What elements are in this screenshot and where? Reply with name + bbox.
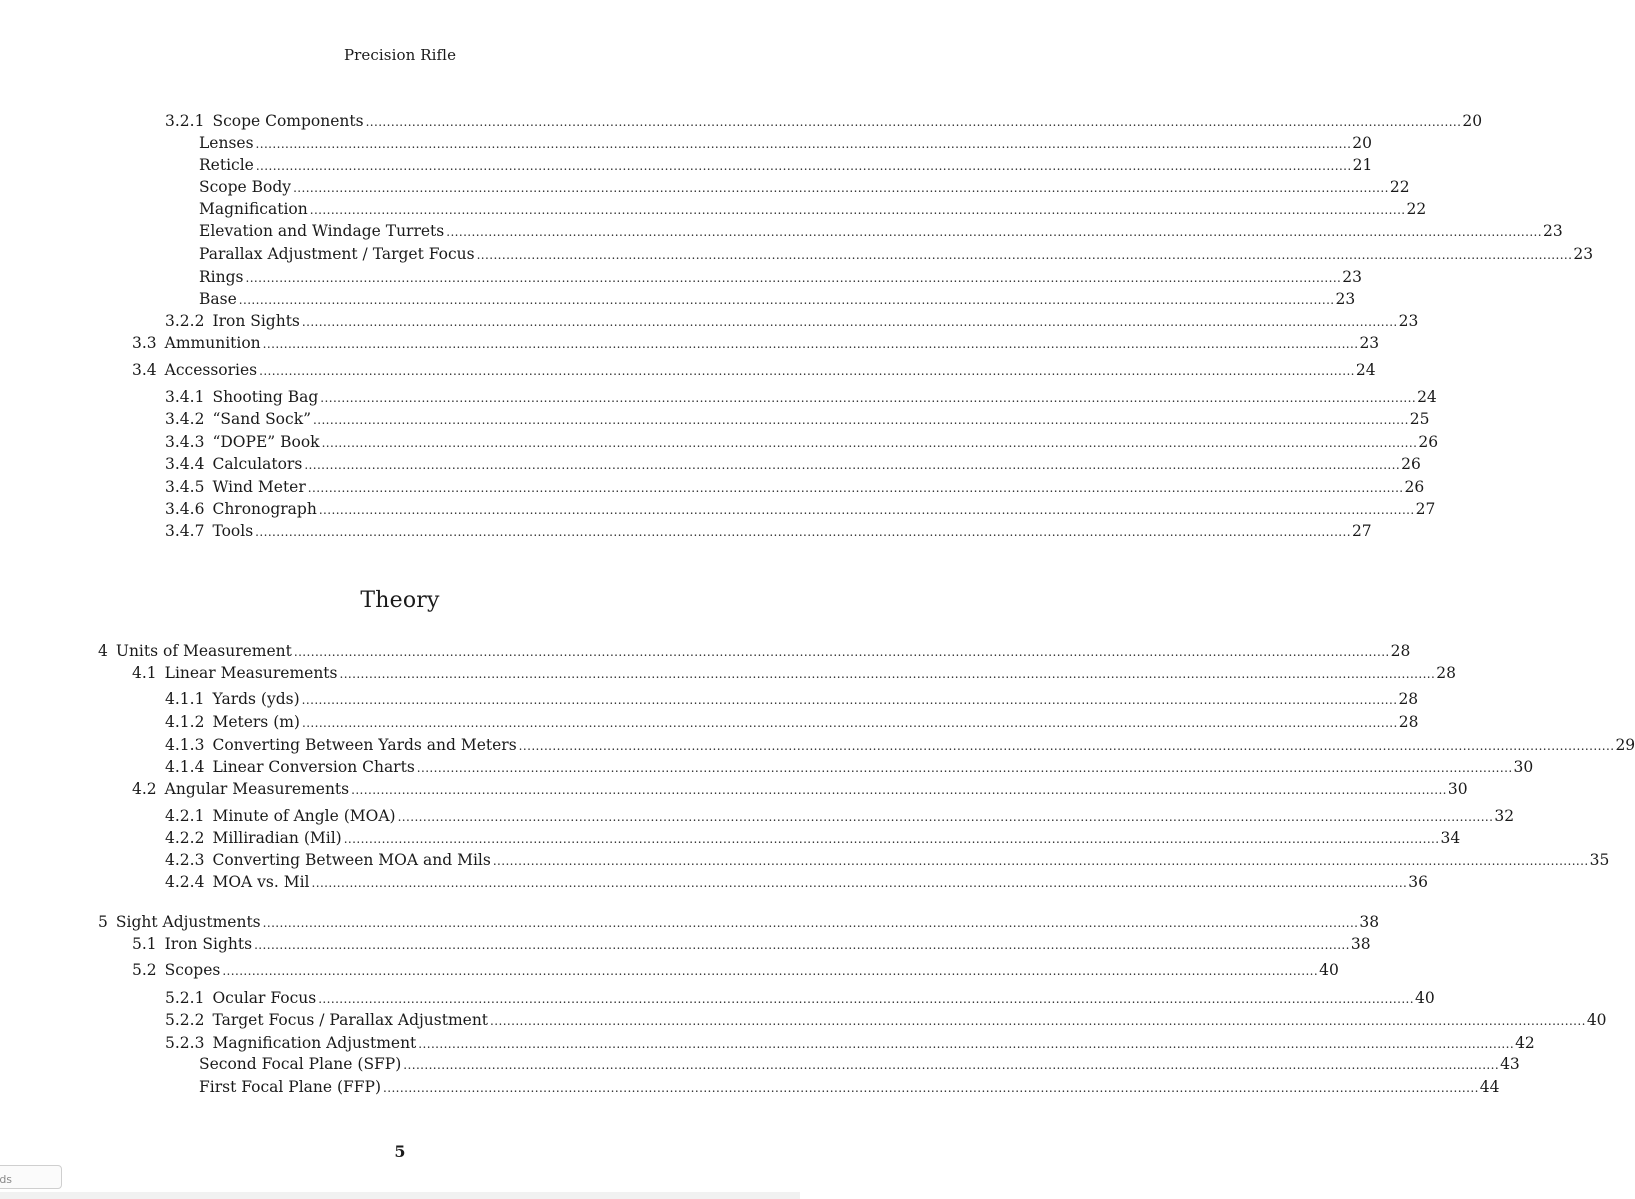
toc-entry[interactable] xyxy=(165,386,1437,408)
toc-entry[interactable] xyxy=(199,154,1373,176)
toc-entry-title: Parallax Adjustment / Target Focus xyxy=(199,245,475,263)
toc-entry-title: First Focal Plane (FFP) xyxy=(199,1078,382,1096)
toc-entry-page: 27 xyxy=(1351,522,1372,540)
toc-entry[interactable] xyxy=(199,288,1356,310)
toc-leader-dots: .................................................................................................................................................................................................................................................................... xyxy=(339,667,1436,681)
toc-leader-dots: .................................................................................................................................................................................................................................................................... xyxy=(293,645,1390,659)
toc-leader-dots: .................................................................................................................................................................................................................................................................... xyxy=(343,832,1440,846)
toc-entry-number: 4.1.4 xyxy=(165,758,205,776)
toc-entry-page: 22 xyxy=(1406,200,1427,218)
toc-entry-title: Second Focal Plane (SFP) xyxy=(199,1055,402,1073)
toc-entry-page: 38 xyxy=(1359,913,1380,931)
toc-entry-page: 32 xyxy=(1494,807,1515,825)
toc-entry-number: 4.1.1 xyxy=(165,690,205,708)
toc-entry-title: Wind Meter xyxy=(212,478,306,496)
toc-entry[interactable] xyxy=(132,662,1456,684)
toc-entry-number: 5.2.2 xyxy=(165,1011,205,1029)
toc-entry-number: 5.1 xyxy=(132,935,157,953)
toc-entry-title: “Sand Sock” xyxy=(212,410,312,428)
toc-entry[interactable] xyxy=(165,453,1421,475)
toc-entry-title: Iron Sights xyxy=(212,312,300,330)
toc-entry[interactable] xyxy=(132,933,1371,955)
toc-entry-title: Accessories xyxy=(164,361,258,379)
toc-entry-title: Linear Conversion Charts xyxy=(212,758,415,776)
toc-entry[interactable] xyxy=(165,431,1439,453)
toc-entry-page: 34 xyxy=(1440,829,1461,847)
toc-entry-number: 3.4.4 xyxy=(165,455,205,473)
toc-entry[interactable] xyxy=(199,176,1410,198)
toc-entry-title: Base xyxy=(199,290,237,308)
toc-entry[interactable] xyxy=(165,476,1425,498)
toc-entry-page: 25 xyxy=(1409,410,1430,428)
toc-entry-number: 5.2.1 xyxy=(165,989,205,1007)
toc-entry[interactable] xyxy=(165,1009,1607,1031)
toc-entry-title: Converting Between MOA and Mils xyxy=(212,851,491,869)
toc-leader-dots: .................................................................................................................................................................................................................................................................... xyxy=(318,503,1415,517)
toc-entry-number: 3.4.3 xyxy=(165,433,205,451)
toc-entry-number: 3.4.1 xyxy=(165,388,205,406)
toc-entry[interactable] xyxy=(165,871,1429,893)
toc-entry[interactable] xyxy=(165,520,1372,542)
toc-entry[interactable] xyxy=(199,198,1427,220)
page-number: 5 xyxy=(394,1142,406,1161)
toc-entry-title: Scope Components xyxy=(212,112,364,130)
toc-entry-number: 4.2.1 xyxy=(165,807,205,825)
toc-entry[interactable] xyxy=(199,243,1594,265)
toc-entry-title: Reticle xyxy=(199,156,254,174)
toc-entry[interactable] xyxy=(98,640,1411,662)
toc-entry-title: Iron Sights xyxy=(164,935,253,953)
toc-entry-page: 26 xyxy=(1401,455,1421,473)
toc-leader-dots: .................................................................................................................................................................................................................................................................... xyxy=(518,739,1615,753)
toc-entry-page: 21 xyxy=(1352,156,1373,174)
toc-entry-title: Target Focus / Parallax Adjustment xyxy=(212,1011,489,1029)
toc-entry-title: Meters (m) xyxy=(212,713,300,731)
toc-entry-page: 23 xyxy=(1335,290,1356,308)
toc-leader-dots: .................................................................................................................................................................................................................................................................... xyxy=(309,203,1406,217)
toc-entry-title: Ocular Focus xyxy=(212,989,317,1007)
toc-entry[interactable] xyxy=(132,359,1376,381)
toc-leader-dots: .................................................................................................................................................................................................................................................................... xyxy=(293,181,1389,195)
toc-entry[interactable] xyxy=(165,756,1534,778)
toc-entry[interactable] xyxy=(165,711,1419,733)
toc-entry-title: Minute of Angle (MOA) xyxy=(212,807,396,825)
toc-entry-title: Rings xyxy=(199,268,244,286)
toc-leader-dots: .................................................................................................................................................................................................................................................................... xyxy=(262,916,1359,930)
toc-entry-page: 26 xyxy=(1418,433,1439,451)
page-header: Precision Rifle xyxy=(343,46,457,64)
toc-entry-title: Shooting Bag xyxy=(212,388,319,406)
toc-entry[interactable] xyxy=(132,778,1468,800)
toc-leader-dots: .................................................................................................................................................................................................................................................................... xyxy=(301,315,1398,329)
toc-entry[interactable] xyxy=(165,498,1436,520)
toc-entry[interactable] xyxy=(165,827,1461,849)
toc-entry-title: Converting Between Yards and Meters xyxy=(212,736,517,754)
toc-leader-dots: .................................................................................................................................................................................................................................................................... xyxy=(383,1081,1479,1095)
toc-entry-page: 20 xyxy=(1352,134,1373,152)
toc-entry-number: 3.3 xyxy=(132,334,157,352)
toc-entry-number: 3.4.6 xyxy=(165,500,205,518)
toc-entry-title: Tools xyxy=(212,522,254,540)
toc-leader-dots: .................................................................................................................................................................................................................................................................... xyxy=(304,458,1401,472)
toc-entry-page: 23 xyxy=(1342,268,1362,286)
toc-entry-page: 44 xyxy=(1479,1078,1500,1096)
toc-entry-page: 30 xyxy=(1447,780,1468,798)
toc-entry-number: 4.1.2 xyxy=(165,713,205,731)
toc-leader-dots: .................................................................................................................................................................................................................................................................... xyxy=(222,964,1319,978)
toc-entry-page: 29 xyxy=(1615,736,1635,754)
toc-entry-page: 23 xyxy=(1359,334,1380,352)
toc-entry-page: 28 xyxy=(1390,642,1411,660)
toc-entry[interactable] xyxy=(165,110,1483,132)
toc-leader-dots: .................................................................................................................................................................................................................................................................... xyxy=(255,137,1352,151)
toc-leader-dots: .................................................................................................................................................................................................................................................................... xyxy=(318,992,1414,1006)
bottom-strip xyxy=(0,1192,800,1199)
toc-entry-page: 20 xyxy=(1462,112,1483,130)
toc-entry[interactable] xyxy=(199,132,1373,154)
toc-leader-dots: .................................................................................................................................................................................................................................................................... xyxy=(320,391,1417,405)
toc-entry-title: Units of Measurement xyxy=(115,642,292,660)
toc-entry-title: Calculators xyxy=(212,455,303,473)
toc-entry-page: 36 xyxy=(1408,873,1429,891)
toc-leader-dots: .................................................................................................................................................................................................................................................................... xyxy=(311,876,1408,890)
toc-entry-number: 4.2 xyxy=(132,780,157,798)
toc-entry-page: 23 xyxy=(1543,222,1563,240)
toc-entry-number: 5.2.3 xyxy=(165,1034,205,1052)
toc-leader-dots: .................................................................................................................................................................................................................................................................... xyxy=(321,436,1418,450)
toc-entry-title: Ammunition xyxy=(164,334,261,352)
toc-entry-title: Angular Measurements xyxy=(164,780,350,798)
toc-entry-number: 4.2.4 xyxy=(165,873,205,891)
toc-entry-title: Magnification xyxy=(199,200,308,218)
toc-leader-dots: .................................................................................................................................................................................................................................................................... xyxy=(255,525,1351,539)
toc-entry[interactable] xyxy=(165,805,1515,827)
toc-entry-title: Magnification Adjustment xyxy=(212,1034,417,1052)
toc-entry-page: 26 xyxy=(1404,478,1425,496)
toc-entry-page: 40 xyxy=(1414,989,1435,1007)
toc-leader-dots: .................................................................................................................................................................................................................................................................... xyxy=(255,159,1352,173)
toc-entry-page: 43 xyxy=(1500,1055,1520,1073)
toc-entry-page: 24 xyxy=(1417,388,1437,406)
toc-leader-dots: .................................................................................................................................................................................................................................................................... xyxy=(238,293,1335,307)
toc-entry-title: Milliradian (Mil) xyxy=(212,829,342,847)
toc-entry-title: Yards (yds) xyxy=(212,690,300,708)
toc-leader-dots: .................................................................................................................................................................................................................................................................... xyxy=(301,716,1398,730)
toc-entry-number: 4.2.2 xyxy=(165,829,205,847)
toc-entry-page: 35 xyxy=(1589,851,1610,869)
toc-entry-number: 3.2.1 xyxy=(165,112,205,130)
section-heading: Theory xyxy=(360,588,440,613)
toc-entry-title: Sight Adjustments xyxy=(115,913,261,931)
toc-entry-number: 5 xyxy=(98,913,108,931)
toc-entry-title: “DOPE” Book xyxy=(212,433,320,451)
toc-entry[interactable] xyxy=(165,310,1419,332)
toc-entry[interactable] xyxy=(199,1076,1500,1098)
toc-leader-dots: .................................................................................................................................................................................................................................................................... xyxy=(403,1058,1500,1072)
toc-leader-dots: .................................................................................................................................................................................................................................................................... xyxy=(418,1037,1515,1051)
toc-entry-page: 40 xyxy=(1319,961,1339,979)
toc-entry-title: MOA vs. Mil xyxy=(212,873,310,891)
toc-entry[interactable] xyxy=(165,849,1610,871)
toc-entry-number: 3.4 xyxy=(132,361,157,379)
toc-entry-page: 22 xyxy=(1389,178,1410,196)
toc-leader-dots: .................................................................................................................................................................................................................................................................... xyxy=(446,225,1542,239)
toc-leader-dots: .................................................................................................................................................................................................................................................................... xyxy=(301,693,1398,707)
toc-entry[interactable] xyxy=(132,332,1380,354)
toc-entry[interactable] xyxy=(165,734,1635,756)
toc-entry[interactable] xyxy=(199,220,1563,242)
toc-entry-number: 4.2.3 xyxy=(165,851,205,869)
toc-entry-title: Scope Body xyxy=(199,178,292,196)
toc-entry-page: 28 xyxy=(1398,713,1419,731)
toc-entry[interactable] xyxy=(132,959,1339,981)
toc-entry[interactable] xyxy=(165,688,1419,710)
toc-entry-title: Linear Measurements xyxy=(164,664,338,682)
toc-entry-page: 42 xyxy=(1515,1034,1535,1052)
toc-leader-dots: .................................................................................................................................................................................................................................................................... xyxy=(307,481,1404,495)
toc-entry-title: Scopes xyxy=(164,961,221,979)
toc-entry[interactable] xyxy=(165,408,1430,430)
toc-entry-page: 27 xyxy=(1415,500,1436,518)
toc-entry-number: 4 xyxy=(98,642,108,660)
toc-entry-number: 3.4.7 xyxy=(165,522,205,540)
toc-leader-dots: .................................................................................................................................................................................................................................................................... xyxy=(416,761,1513,775)
toc-entry[interactable] xyxy=(165,1032,1535,1054)
toc-leader-dots: .................................................................................................................................................................................................................................................................... xyxy=(476,248,1573,262)
toc-leader-dots: .................................................................................................................................................................................................................................................................... xyxy=(259,364,1355,378)
toc-entry-title: Lenses xyxy=(199,134,254,152)
toc-entry[interactable] xyxy=(98,911,1380,933)
toc-leader-dots: .................................................................................................................................................................................................................................................................... xyxy=(492,854,1589,868)
toc-entry-number: 3.4.2 xyxy=(165,410,205,428)
toc-entry[interactable] xyxy=(199,1053,1520,1075)
toc-leader-dots: .................................................................................................................................................................................................................................................................... xyxy=(365,115,1462,129)
toc-entry-number: 4.1.3 xyxy=(165,736,205,754)
toc-entry-page: 38 xyxy=(1350,935,1371,953)
toc-leader-dots: .................................................................................................................................................................................................................................................................... xyxy=(254,938,1350,952)
toc-leader-dots: .................................................................................................................................................................................................................................................................... xyxy=(351,783,1447,797)
toc-entry-number: 5.2 xyxy=(132,961,157,979)
toc-leader-dots: .................................................................................................................................................................................................................................................................... xyxy=(245,271,1342,285)
toc-leader-dots: .................................................................................................................................................................................................................................................................... xyxy=(262,337,1359,351)
toc-entry-page: 23 xyxy=(1573,245,1594,263)
toc-entry-page: 24 xyxy=(1355,361,1376,379)
toc-entry-number: 3.2.2 xyxy=(165,312,205,330)
toc-entry-page: 40 xyxy=(1586,1011,1607,1029)
toc-entry-number: 4.1 xyxy=(132,664,157,682)
toc-entry-page: 28 xyxy=(1436,664,1456,682)
toc-entry[interactable] xyxy=(165,987,1435,1009)
toc-entry[interactable] xyxy=(199,266,1362,288)
search-input[interactable] xyxy=(0,1165,62,1189)
toc-entry-title: Chronograph xyxy=(212,500,317,518)
toc-leader-dots: .................................................................................................................................................................................................................................................................... xyxy=(490,1014,1586,1028)
toc-leader-dots: .................................................................................................................................................................................................................................................................... xyxy=(397,810,1494,824)
toc-entry-page: 28 xyxy=(1398,690,1419,708)
toc-leader-dots: .................................................................................................................................................................................................................................................................... xyxy=(313,413,1409,427)
toc-entry-page: 23 xyxy=(1398,312,1419,330)
toc-entry-page: 30 xyxy=(1513,758,1534,776)
toc-entry-number: 3.4.5 xyxy=(165,478,205,496)
toc-entry-title: Elevation and Windage Turrets xyxy=(199,222,445,240)
